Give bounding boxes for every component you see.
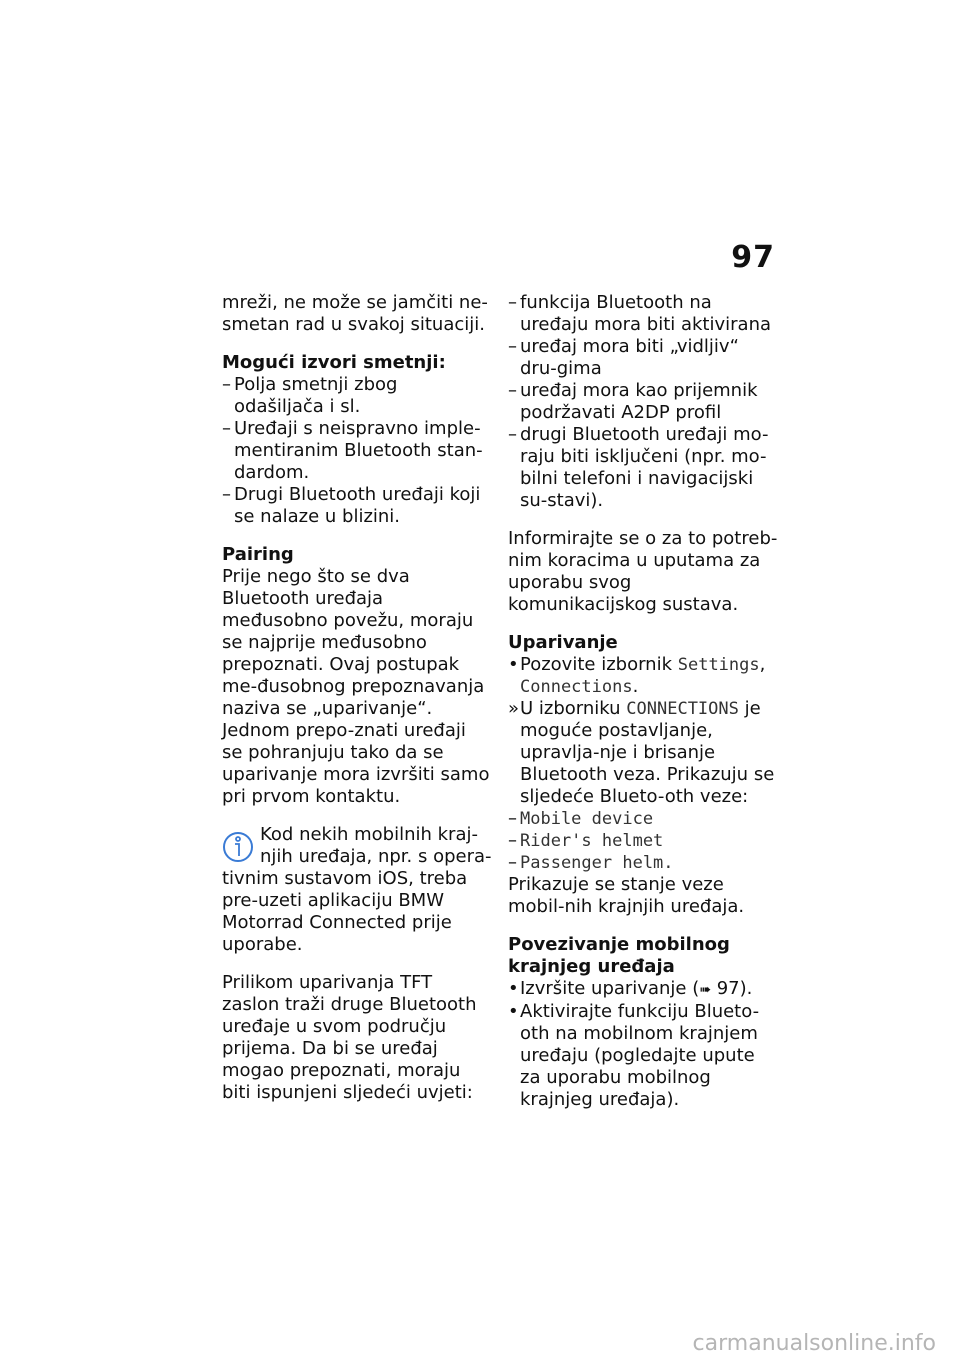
note-text: Kod nekih mobilnih kraj-njih uređaja, npr. s opera-tivnim sustavom iOS, treba pre-uzeti aplikaciju BMW Motorrad Connected prije uporabe.: [222, 824, 492, 955]
connect-heading: Povezivanje mobilnog krajnjeg uređaja: [508, 934, 730, 977]
info-icon: [222, 826, 254, 868]
info-note: [222, 824, 492, 956]
step-item: • Aktivirajte funkciju Blueto-oth na mobilnom krajnjem uređaju (pogledajte upute za uporabu mobilnog krajnjeg uređaja).: [508, 1001, 760, 1110]
bullet-icon: •: [508, 1001, 519, 1022]
tft-paragraph: Prilikom uparivanja TFT zaslon traži druge Bluetooth uređaje u svom području prijema. Da bi se uređaj mogao prepoznati, moraju biti ispunjeni sljedeći uvjeti:: [222, 972, 477, 1103]
interference-section: [222, 352, 492, 528]
result-item: » U izborniku CONNECTIONS je moguće postavljanje, upravlja-nje i brisanje Bluetooth veza. Prikazuju se sljedeće Blueto-oth veze:: [508, 698, 775, 807]
bullet-icon: •: [508, 654, 519, 675]
list-item: – Drugi Bluetooth uređaji koji se nalaze u blizini.: [222, 484, 481, 527]
pairing-heading: Pairing: [222, 544, 294, 565]
list-item: – Uređaji s neispravno imple-mentiranim Bluetooth stan-dardom.: [222, 418, 483, 483]
connection-item: – Passenger helm.: [508, 852, 674, 873]
intro-paragraph: mreži, ne može se jamčiti ne-smetan rad u svakoj situaciji.: [222, 292, 488, 335]
right-column: [508, 292, 778, 1127]
list-item: – Polja smetnji zbog odašiljača i sl.: [222, 374, 398, 417]
pairing-paragraph: Prije nego što se dva Bluetooth uređaja međusobno povežu, moraju se najprije međusobno prepoznati. Ovaj postupak me-đusobnog prepoznavanja naziva se „uparivanje“. Jednom prepo-znati uređaji se pohranjuju tako da se uparivanje mora izvršiti samo pri prvom kontaktu.: [222, 566, 490, 807]
list-item: – drugi Bluetooth uređaji mo-raju biti isključeni (npr. mo-bilni telefoni i navigacijski su-stavi).: [508, 424, 769, 511]
page-ref-link[interactable]: 97: [716, 978, 740, 999]
list-item: – uređaj mora biti „vidljiv“ dru-gima: [508, 336, 739, 379]
bullet-icon: •: [508, 978, 519, 999]
pairing-section: [222, 544, 492, 808]
uparivanje-heading: Uparivanje: [508, 632, 618, 653]
step-item: • Izvršite uparivanje (➠ 97).: [508, 978, 753, 999]
conditions-list: [508, 292, 778, 512]
connection-item: – Rider's helmet: [508, 830, 664, 851]
connection-item: – Mobile device: [508, 808, 654, 829]
uparivanje-section: [508, 632, 778, 918]
page-number: 97: [731, 240, 775, 275]
left-column: [222, 292, 492, 1120]
list-item: – uređaj mora kao prijemnik podržavati A2DP profil: [508, 380, 758, 423]
watermark: carmanualsonline.info: [692, 1331, 936, 1356]
status-paragraph: Prikazuje se stanje veze mobil-nih krajnjih uređaja.: [508, 874, 745, 917]
result-arrow-icon: »: [508, 698, 520, 719]
interference-heading: Mogući izvori smetnji:: [222, 352, 446, 373]
step-item: • Pozovite izbornik Settings, Connections.: [508, 654, 766, 697]
list-item: – funkcija Bluetooth na uređaju mora biti aktivirana: [508, 292, 772, 335]
inform-paragraph: Informirajte se o za to potreb-nim koracima u uputama za uporabu svog komunikacijskog sustava.: [508, 528, 778, 615]
page-ref-arrow-icon: ➠: [699, 982, 711, 998]
connect-section: [508, 934, 778, 1111]
